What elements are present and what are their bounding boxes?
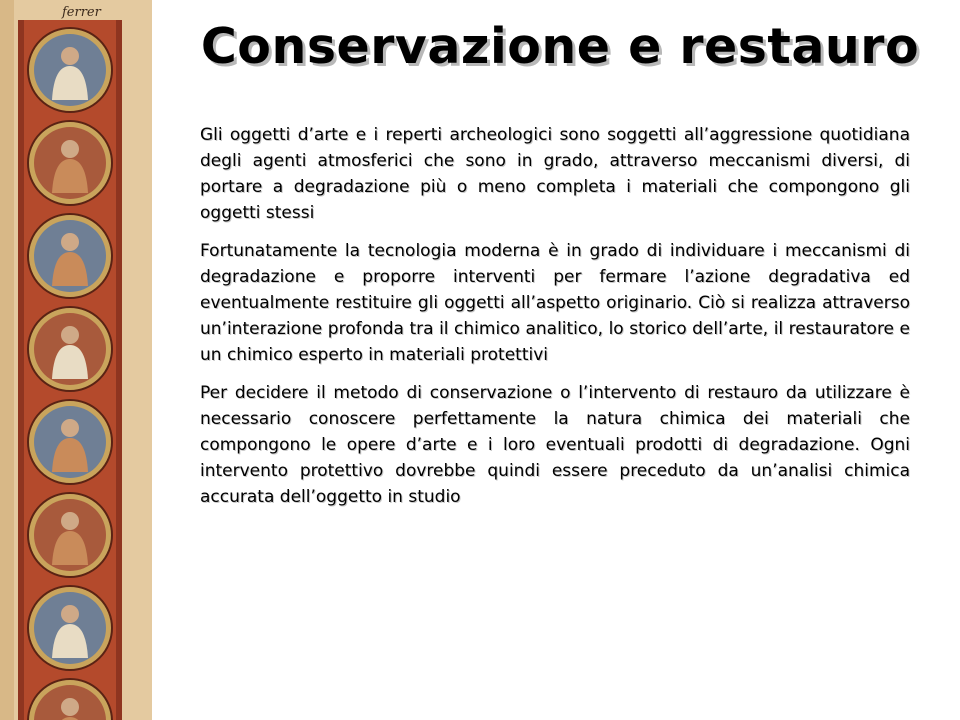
paragraph-3: Per decidere il metodo di conservazione o l’intervento di restauro da utilizzare è necessario conoscere perfettamente la natura chimica dei materiali che compongono le opere d’arte e i loro eventuali prodotti di degradazione. Ogni intervento protettivo dovrebbe quindi essere preceduto da un’analisi chimica accurata dell’oggetto in studio xyxy=(200,383,910,507)
parchment-edge xyxy=(0,0,14,720)
medallion xyxy=(28,214,112,298)
paragraph-2: Fortunatamente la tecnologia moderna è in grado di individuare i meccanismi di degradazione e proporre interventi per fermare l’azione degradativa ed eventualmente restituire gli oggetti all’aspetto originario. Ciò si realizza attraverso un’interazione profonda tra il chimico analitico, lo storico dell’arte, il restauratore e un chimico esperto in materiali protettivi xyxy=(200,241,910,365)
paragraph-1: Gli oggetti d’arte e i reperti archeologici sono soggetti all’aggressione quotidiana degli agenti atmosferici che sono in grado, attraverso meccanismi diversi, di portare a degradazione più o meno completa i materiali che compongono gli oggetti stessi xyxy=(200,125,910,223)
illuminated-manuscript-border xyxy=(0,0,152,720)
medallion xyxy=(28,28,112,112)
medallion xyxy=(28,307,112,391)
medallion xyxy=(28,400,112,484)
slide-title: Conservazione e restauro xyxy=(200,18,920,75)
medallions xyxy=(28,28,112,720)
medallion xyxy=(28,493,112,577)
medallion xyxy=(28,121,112,205)
medallion xyxy=(28,586,112,670)
illuminated-manuscript-image xyxy=(0,0,152,720)
slide-body xyxy=(200,122,910,522)
manuscript-text: ferrer xyxy=(62,5,101,20)
